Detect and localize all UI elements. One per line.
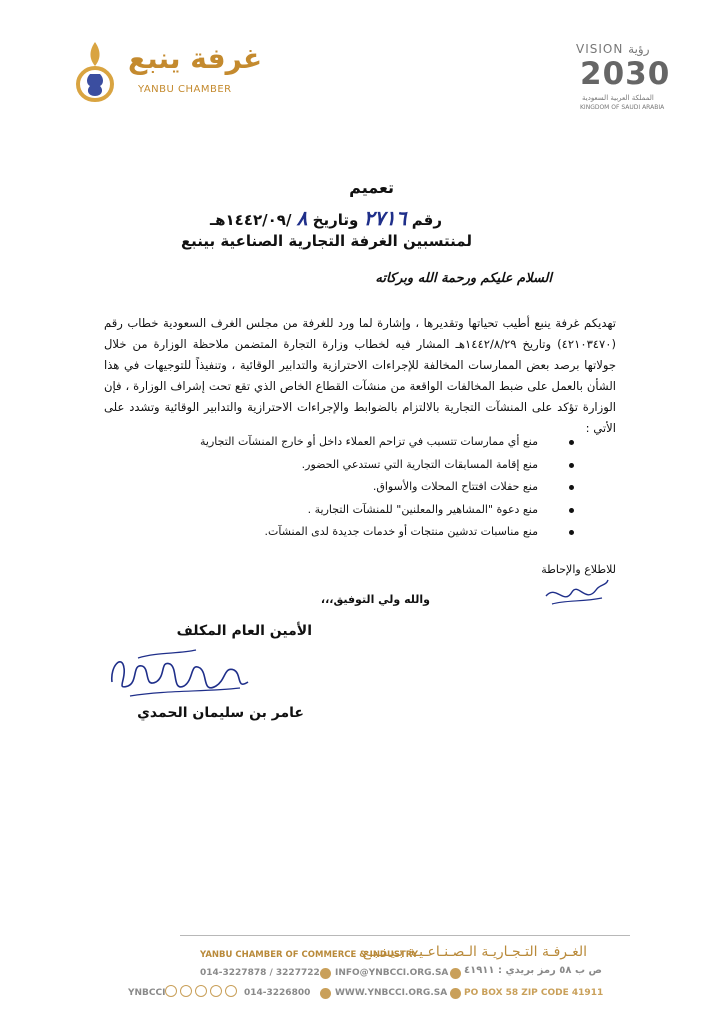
fax-icon (320, 988, 331, 999)
signatory-title: الأمين العام المكلف (176, 623, 312, 639)
vision-2030-logo (570, 42, 680, 120)
vision-kingdom-ar: المملكة العربية السعودية (582, 94, 654, 102)
instagram-icon[interactable] (210, 985, 222, 997)
ref-day-handwritten: ٨ (296, 206, 308, 230)
list-item (104, 476, 574, 499)
bullet-icon (569, 463, 574, 468)
chamber-name-ar: غرفة ينبع (128, 42, 263, 75)
for-information-note: للاطلاع والإحاطة (541, 563, 616, 576)
closing-phrase: والله ولي التوفيق،،، (320, 593, 430, 606)
vision-kingdom-en: KINGDOM OF SAUDI ARABIA (580, 104, 665, 111)
footer-name-ar: الغـرفـة التـجـاريـة الـصـنـاعـيـة بـيـنـبـع (362, 944, 587, 960)
list-item-text: منع إقامة المسابقات التجارية التي تستدعي الحضور. (301, 457, 538, 471)
handwritten-annotation-icon (542, 576, 612, 610)
facebook-icon[interactable] (165, 985, 177, 997)
list-item-text: منع مناسبات تدشين منتجات أو خدمات جديدة لدى المنشآت. (264, 525, 538, 538)
signatory-name: عامر بن سليمان الحمدي (137, 705, 304, 721)
phone-icon (320, 968, 331, 979)
footer-phone-primary: 014-3227878 / 3227722 (200, 968, 320, 978)
footer-phone-secondary: 014-3226800 (244, 988, 311, 998)
vision-year: 2030 (580, 56, 671, 92)
flame-logo-icon (68, 38, 122, 102)
bullet-icon (569, 530, 574, 535)
footer-name-en: YANBU CHAMBER OF COMMERCE & INDUSTRY (200, 950, 419, 960)
mail-icon (450, 968, 461, 979)
youtube-icon[interactable] (225, 985, 237, 997)
addressee: لمنتسبين الغرفة التجارية الصناعية بينبع (180, 232, 472, 250)
reference-line (210, 206, 442, 230)
ref-middle: وتاريخ (312, 211, 359, 229)
yanbu-chamber-logo (68, 38, 263, 102)
greeting: السلام عليكم ورحمة الله وبركاته (375, 271, 552, 286)
list-item (104, 454, 574, 477)
footer-pobox-en: PO BOX 58 ZIP CODE 41911 (464, 988, 604, 998)
ref-prefix: رقم (411, 211, 442, 229)
footer-divider (180, 935, 630, 936)
snapchat-icon[interactable] (195, 985, 207, 997)
ref-number-handwritten: ٢٧١٦ (363, 206, 407, 230)
twitter-icon[interactable] (180, 985, 192, 997)
list-item-text: منع حفلات افتتاح المحلات والأسواق. (372, 480, 538, 493)
list-item (104, 499, 574, 522)
bullet-icon (569, 485, 574, 490)
ref-suffix: /١٤٤٢/٠٩هـ (210, 211, 292, 229)
list-item-text: منع دعوة "المشاهير والمعلنين" للمنشآت التجارية . (307, 502, 538, 516)
list-item (104, 521, 574, 544)
list-item (104, 431, 574, 454)
body-paragraph: تهديكم غرفة ينبع أطيب تحياتها وتقديرها ، وإشارة لما ورد للغرفة من مجلس الغرف السعودية خطاب رقم (٤٢١٠٣٤٧٠) وتاريخ ١٤٤٢/٨/٢٩هـ المشار فيه لخطاب وزارة التجارة المتضمن ملاحظة الوزارة من خلال جولاتها برصد بعض الممارسات المخالفة للإجراءات الاحترازية والتدابير الوقائية ، وتنفيذاً للتوجيهات في هذا الشأن بالعمل على ضبط المخالفات الواقعة من منشآت القطاع الخاص الذي تقع تحت إشراف الوزارة ، فإن الوزارة تؤكد على المنشآت التجارية بالالتزام بالضوابط والإجراءات الاحترازية والتدابير الوقائية وتشدد على الأتي : (104, 316, 617, 435)
list-item-text: منع أي ممارسات تتسبب في تزاحم العملاء داخل أو خارج المنشآت التجارية (200, 435, 538, 448)
bullet-icon (569, 508, 574, 513)
footer-social-handle: YNBCCI (128, 988, 166, 998)
globe-icon (450, 988, 461, 999)
vision-word: VISION رؤية (576, 42, 650, 56)
chamber-name-en: YANBU CHAMBER (138, 84, 232, 95)
bullet-icon (569, 440, 574, 445)
footer-website[interactable]: WWW.YNBCCI.ORG.SA (335, 988, 448, 998)
restrictions-list (104, 431, 574, 544)
circular-title: تعميم (349, 178, 394, 197)
footer-email[interactable]: INFO@YNBCCI.ORG.SA (335, 968, 449, 978)
footer-pobox-ar: ص ب ٥٨ رمز بريدي : ٤١٩١١ (464, 965, 602, 976)
signature-icon (108, 646, 258, 706)
